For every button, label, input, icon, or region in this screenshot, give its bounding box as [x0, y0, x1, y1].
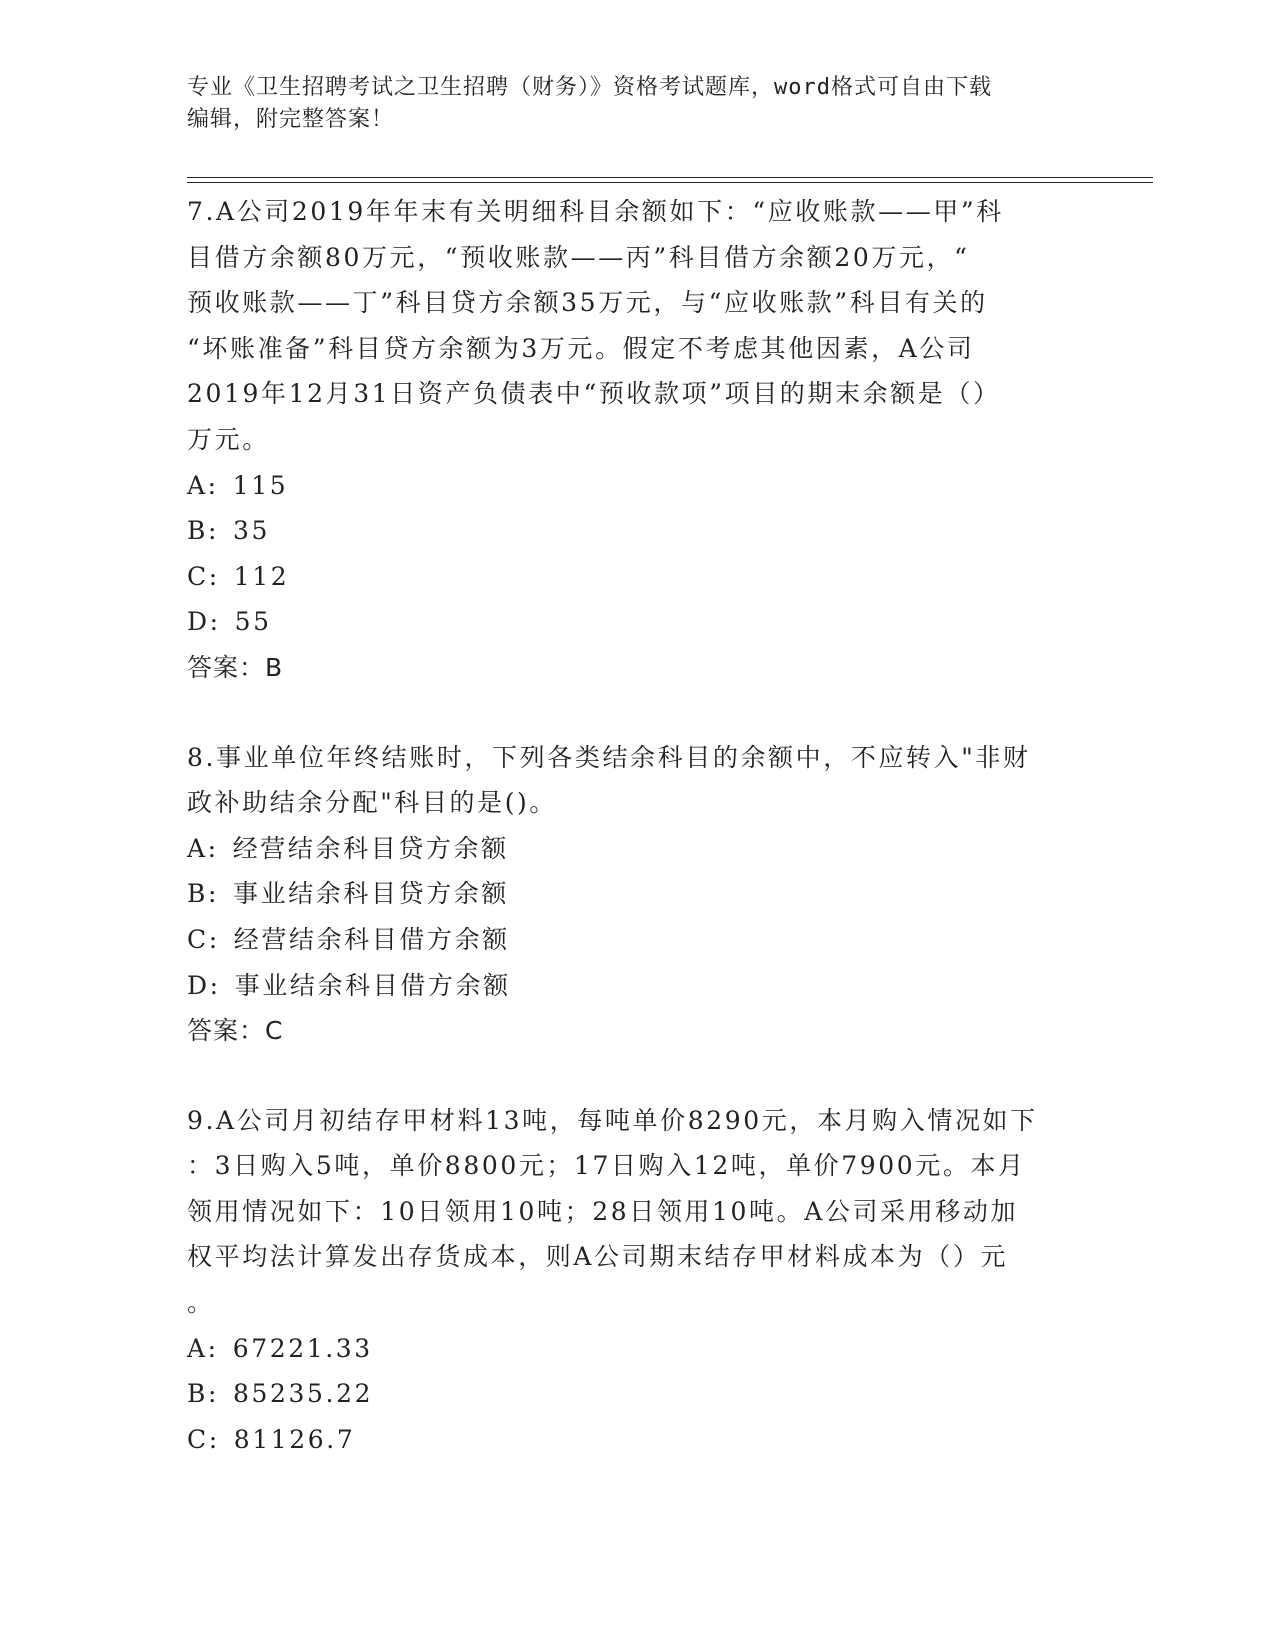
option-b: [187, 871, 1087, 917]
option-text: 经营结余科目贷方余额: [232, 833, 509, 863]
option-text: 112: [233, 561, 290, 591]
option-c: [187, 1417, 1087, 1463]
header-line-1: 专业《卫生招聘考试之卫生招聘（财务）》资格考试题库，word格式可自由下载: [187, 75, 992, 100]
option-text: 经营结余科目借方余额: [233, 924, 510, 954]
option-label: A:: [187, 833, 219, 863]
option-c: [187, 554, 1087, 600]
header-line-2: 编辑，附完整答案！: [187, 107, 395, 132]
option-text: 事业结余科目贷方余额: [233, 879, 510, 909]
option-label: B:: [187, 879, 219, 909]
option-text: 115: [232, 470, 289, 500]
option-label: C:: [187, 1424, 220, 1454]
option-a: [187, 1326, 1087, 1372]
option-label: B:: [187, 1379, 219, 1409]
option-label: D:: [187, 970, 221, 1000]
header-divider-top: [187, 177, 1153, 178]
option-b: [187, 1371, 1087, 1417]
header-divider-bottom: [187, 182, 1153, 183]
question-stem: 8.事业单位年终结账时，下列各类结余科目的余额中，不应转入"非财 政补助结余分配"科目的是()。: [187, 742, 1031, 818]
option-text: 67221.33: [232, 1333, 373, 1363]
question-7: [187, 189, 1087, 691]
question-stem: 7.A公司2019年年末有关明细科目余额如下：“应收账款——甲”科 目借方余额80万元，“预收账款——丙”科目借方余额20万元，“ 预收账款——丁”科目贷方余额35万元，与“应收账款”科目有关的 “坏账准备”科目贷方余额为3万元。假定不考虑其他因素，A公司 2019年12月31日资产负债表中“预收款项”项目的期末余额是（） 万元。: [187, 197, 1004, 454]
option-label: D:: [187, 607, 221, 637]
option-label: A:: [187, 470, 219, 500]
option-text: 事业结余科目借方余额: [234, 970, 511, 1000]
question-stem: 9.A公司月初结存甲材料13吨，每吨单价8290元，本月购入情况如下 ：3日购入5吨，单价8800元；17日购入12吨，单价7900元。本月 领用情况如下：10日领用10吨；28日领用10吨。A公司采用移动加 权平均法计算发出存货成本，则A公司期末结存甲材料成本为（）元 。: [187, 1105, 1038, 1318]
question-8: [187, 735, 1087, 1054]
option-text: 35: [233, 516, 271, 546]
answer-text: 答案：C: [187, 1016, 284, 1046]
option-d: [187, 599, 1087, 645]
option-text: 85235.22: [233, 1379, 374, 1409]
question-list: [187, 189, 1087, 1462]
option-label: C:: [187, 561, 220, 591]
spacer: [187, 1054, 1087, 1098]
option-a: [187, 463, 1087, 509]
option-label: A:: [187, 1333, 219, 1363]
question-9: [187, 1098, 1087, 1463]
option-a: [187, 826, 1087, 872]
option-b: [187, 508, 1087, 554]
document-header: [187, 72, 1067, 136]
option-d: [187, 963, 1087, 1009]
spacer: [187, 691, 1087, 735]
option-text: 81126.7: [233, 1424, 356, 1454]
option-c: [187, 917, 1087, 963]
option-text: 55: [234, 607, 272, 637]
option-label: B:: [187, 516, 219, 546]
option-label: C:: [187, 924, 220, 954]
answer-text: 答案：B: [187, 652, 284, 682]
